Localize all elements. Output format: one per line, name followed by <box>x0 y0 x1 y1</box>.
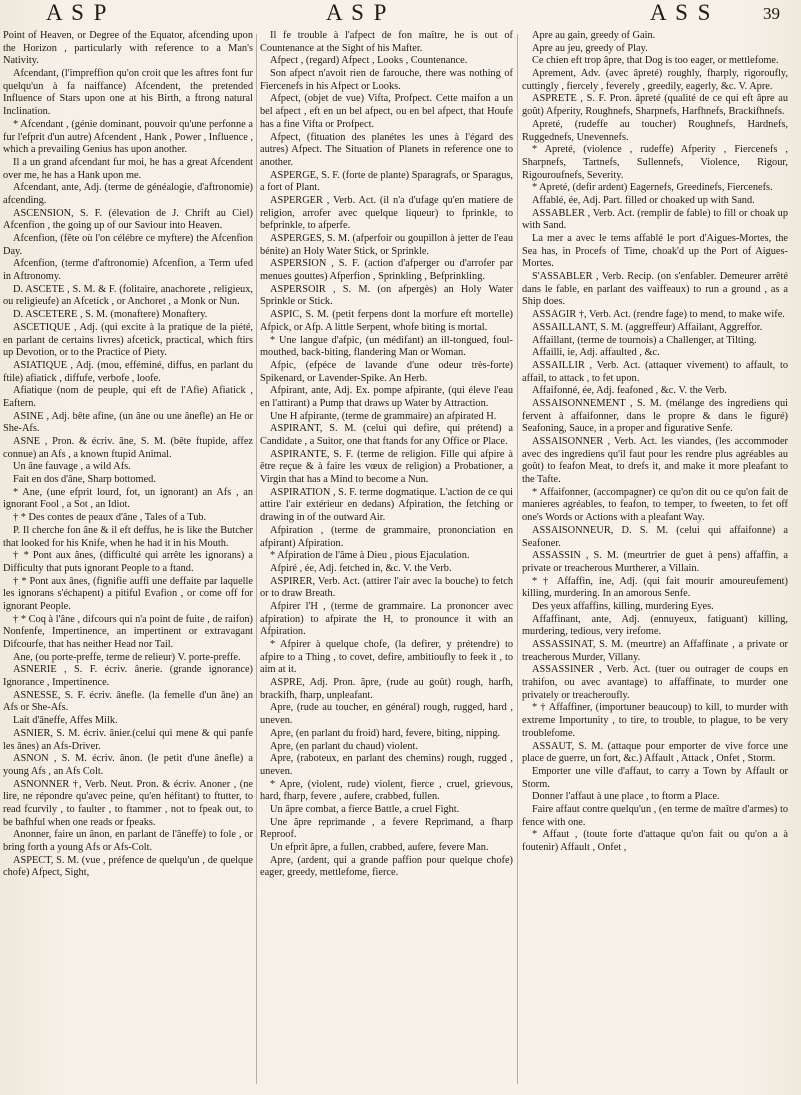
dictionary-entry: † * Des contes de peaux d'âne , Tales of a Tub. <box>13 512 207 524</box>
dictionary-entry: Fait en dos d'âne, Sharp bottomed. <box>13 474 156 486</box>
dictionary-entry: * Apreté, (defir ardent) Eagernefs, Greedinefs, Fiercenefs. <box>532 182 773 194</box>
dictionary-entry: Afpect, (objet de vue) Vifta, Profpect. Cette maifon a un bel afpect , eft en un bel afpect, ou en bel afpect, that Houfe has a fine Vifta or Profpect. <box>260 93 513 130</box>
dictionary-entry: Afpiration , (terme de grammaire, prononciation en afpirant) Afpiration. <box>260 524 513 549</box>
dictionary-entry: ASPIC, S. M. (petit ferpens dont la morfure eft mortelle) Afpick, or Afp. A little Serpent, whofe biting is mortal. <box>260 309 513 333</box>
dictionary-entry: Afpic, (efpéce de lavande d'une odeur très-forte) Spikenard, or Lavender-Spike. An Herb. <box>260 359 513 384</box>
dictionary-entry: Donner l'affaut à une place , to ftorm a Place. <box>532 791 720 803</box>
dictionary-entry: S'ASSABLER , Verb. Recip. (on s'enfabler. Demeurer arrêté dans le fable, en parlant des vaiffeaux) to run a ground , as a Ship does. <box>522 271 788 308</box>
dictionary-entry: † * Coq à l'âne , difcours qui n'a point de fuite , de raifon) Nonfenfe, Impertinence, an impertinent or extravagant Difcourfe, that has neither Head nor Tail. <box>3 613 253 650</box>
dictionary-entry: Une âpre reprimande , a fevere Reprimand, a fharp Reproof. <box>260 816 513 841</box>
dictionary-entry: * Afpiration de l'âme à Dieu , pious Ejaculation. <box>270 550 470 562</box>
dictionary-entry: * Ane, (une efprit lourd, fot, un ignorant) an Afs , an ignorant Fool , a Sot , an Idiot. <box>3 486 253 511</box>
header-right-guideword: A S S <box>650 0 713 25</box>
running-header <box>0 0 801 30</box>
column-3 <box>522 30 788 1090</box>
dictionary-entry: Un efprit âpre, a fullen, crabbed, aufere, fevere Man. <box>270 842 489 853</box>
dictionary-entry: * † Affaffiner, (importuner beaucoup) to kill, to murder with extreme Importunity , to tire, to trouble, to plague, to be very troublefome. <box>522 702 788 739</box>
dictionary-entry: ASPIRATION , S. F. terme dogmatique. L'action de ce qui attire l'air extérieur en dedans) Afpiration, the fetching or drawing in of the outward Air. <box>260 486 513 524</box>
dictionary-entry: Affablé, ée, Adj. Part. filled or choaked up with Sand. <box>532 194 755 206</box>
dictionary-entry: ASPERGES, S. M. (afperfoir ou goupillon à jetter de l'eau bénite) an Holy Water Stick, or Sprinkle. <box>260 233 513 257</box>
dictionary-entry: Lait d'âneffe, Affes Milk. <box>13 715 118 727</box>
dictionary-entry: Aprement, Adv. (avec âpreté) roughly, fharply, rigoroufly, cuttingly , fiercely , feverely , greedily, eagerly, &c. V. Apre. <box>522 68 788 92</box>
dictionary-entry: Un âne fauvage , a wild Afs. <box>13 461 131 473</box>
dictionary-entry: Apreté, (rudeffe au toucher) Roughnefs, Hardnefs, Ruggednefs, Unevennefs. <box>522 118 788 143</box>
dictionary-entry: ASNIER, S. M. écriv. ânier.(celui qui mene & qui panfe les ânes) an Afs-Driver. <box>3 727 253 752</box>
dictionary-entry: ASNON , S. M. écriv. ânon. (le petit d'une ânefle) a young Afs , an Afs Colt. <box>3 753 253 777</box>
dictionary-entry: * Afpirer à quelque chofe, (la defirer, y prétendre) to afpire to a Thing , to covet, defire, ambitioufly to feek it , to aim at it. <box>260 639 513 676</box>
dictionary-entry: Un âpre combat, a fierce Battle, a cruel Fight. <box>270 803 460 815</box>
column-2 <box>260 30 513 1090</box>
dictionary-entry: Afiatique (nom de peuple, qui eft de l'Afie) Afiatick , Eaftern. <box>3 385 253 409</box>
dictionary-entry: ASPRETE , S. F. Pron. âpreté (qualité de ce qui eft âpre au goût) Afperity, Roughnefs, Sharpnefs, Harfhnefs, Brackifhnefs. <box>522 93 788 118</box>
dictionary-entry: ASPIRER, Verb. Act. (attirer l'air avec la bouche) to fetch or to draw Breath. <box>260 575 513 600</box>
dictionary-entry: Apre, (en parlant du chaud) violent. <box>270 740 418 752</box>
dictionary-entry: Faire affaut contre quelqu'un , (en terme de maître d'armes) to fence with one. <box>522 803 788 828</box>
dictionary-entry: Emporter une ville d'affaut, to carry a Town by Affault or Storm. <box>522 765 788 790</box>
dictionary-entry: Afpirer l'H , (terme de grammaire. La prononcer avec afpiration) to afpirate the H, to pronounce it with an Afpiration. <box>260 600 513 638</box>
dictionary-entry: ASSASSINER , Verb. Act. (tuer ou outrager de coups en trahifon, ou avec avantage) to affaffinate, to murder one privately or treacheroufly. <box>522 664 788 701</box>
dictionary-entry: D. ASCETERE , S. M. (monaftere) Monaftery. <box>13 309 208 321</box>
dictionary-entry: P. Il cherche fon âne & il eft deffus, he is like the Butcher that looked for his Knife, when he had it in his Mouth. <box>3 524 253 549</box>
dictionary-entry: Apre, (en parlant du froid) hard, fevere, biting, nipping. <box>270 727 501 739</box>
dictionary-entry: ASSAILLIR , Verb. Act. (attaquer vivement) to affault, to affail, to attack , to fet upon. <box>522 359 788 384</box>
dictionary-entry: Afcendant, (l'impreffion qu'on croit que les aftres font fur quelqu'un à fa naiffance) Afcendent, the pretended Influence of Stars upon one at his Birth, a ftrong natural Inclination. <box>3 68 253 118</box>
dictionary-entry: D. ASCETE , S. M. & F. (folitaire, anachorete , religieux, ou religieufe) an Afcetick , or Anchoret , a Monk or Nun. <box>3 283 253 308</box>
dictionary-entry: Afcenfion, (terme d'aftronomie) Afcenfion, a Term ufed in Aftronomy. <box>3 258 253 283</box>
dictionary-entry: ASSAILLANT, S. M. (aggreffeur) Affailant, Aggreffor. <box>532 321 763 333</box>
dictionary-entry: * Une langue d'afpic, (un médifant) an ill-tongued, foul-mouthed, back-biting, flandering Man or Woman. <box>260 334 513 359</box>
dictionary-entry: Ane, (ou porte-preffe, terme de relieur) V. porte-preffe. <box>13 651 241 663</box>
dictionary-entry: Son afpect n'avoit rien de farouche, there was nothing of Fiercenefs in his Afpect or Looks. <box>260 68 513 92</box>
dictionary-entry: ASIATIQUE , Adj. (mou, efféminé, diffus, en parlant du ftile) afiatick , diffufe, verbofe , loofe. <box>3 359 253 384</box>
dictionary-entry: Ce chien eft trop âpre, that Dog is too eager, or mettlefome. <box>532 55 779 67</box>
dictionary-entry: * Affaut , (toute forte d'attaque qu'on fait ou qu'on a à foutenir) Affault , Onfet , <box>522 829 788 853</box>
dictionary-entry: Affailli, ie, Adj. affaulted , &c. <box>532 347 660 359</box>
dictionary-entry: Afcendant, ante, Adj. (terme de généalogie, d'aftronomie) afcending. <box>3 182 253 206</box>
dictionary-entry: Anonner, faire un ânon, en parlant de l'âneffe) to fole , or bring forth a young Afs or Afs-Colt. <box>3 829 253 853</box>
dictionary-entry: * Affaifonner, (accompagner) ce qu'on dit ou ce qu'on fait de manieres agréables, to feafon, to temper, to fweeten, to fet off one's Words or Actions with a pleafant Way. <box>522 486 788 524</box>
dictionary-entry: Apre au gain, greedy of Gain. <box>532 30 656 41</box>
dictionary-entry: Apre, (ardent, qui a grande paffion pour quelque chofe) eager, greedy, mettlefome, fierce. <box>260 854 513 879</box>
dictionary-entry: Apre au jeu, greedy of Play. <box>532 42 648 54</box>
dictionary-entry: Affaillant, (terme de tournois) a Challenger, at Tilting. <box>532 334 757 346</box>
dictionary-entry: * † Affaffin, ine, Adj. (qui fait mourir amoureufement) killing, murdering. In an amorous Senfe. <box>522 575 788 600</box>
dictionary-entry: ASINE , Adj. bête afine, (un âne ou une ânefle) an He or She-Afs. <box>3 410 253 435</box>
dictionary-entry: ASCETIQUE , Adj. (qui excite à la pratique de la piété, en parlant de certains livres) afcetick, practical, which ftirs up Devotion, or to the Practice of Piety. <box>3 321 253 359</box>
dictionary-entry: ASPECT, S. M. (vue , préfence de quelqu'un , de quelque chofe) Afpect, Sight, <box>3 854 253 879</box>
dictionary-entry: ASSASSINAT, S. M. (meurtre) an Affaffinate , a private or treacherous Murder, Villany. <box>522 639 788 663</box>
dictionary-entry: ASSAUT, S. M. (attaque pour emporter de vive force une place de guerre, un fort, &c.) Affault , Attack , Onfet , Storm. <box>522 740 788 765</box>
dictionary-entry: Il fe trouble à l'afpect de fon maître, he is out of Countenance at the Sight of his Mafter. <box>260 30 513 54</box>
dictionary-entry: ASCENSION, S. F. (élevation de J. Chrift au Ciel) Afcenfion , the going up of our Saviour into Heaven. <box>3 207 253 232</box>
dictionary-entry: Une H afpirante, (terme de grammaire) an afpirated H. <box>270 410 497 422</box>
dictionary-entry: ASNONNER †, Verb. Neut. Pron. & écriv. Anoner , (ne lire, ne répondre qu'avec peine, qu'en héfitant) to ftutter, to read fcurvily , to faulter , to ftammer , not to fpeak out, to be bafhful when one reads or fpeaks. <box>3 778 253 828</box>
dictionary-entry: ASSAISONNER , Verb. Act. les viandes, (les accommoder avec des ingrediens qu'il faut pour les rendre plus agréables au goût) to feafon Meat, to drefs it, and make it more pleafant to the Tafte. <box>522 436 788 486</box>
dictionary-entry: ASSASSIN , S. M. (meurtrier de guet à pens) affaffin, a private or treacherous Murtherer, a Villain. <box>522 550 788 574</box>
header-center-guideword: A S P <box>326 0 389 25</box>
column-1 <box>3 30 253 1090</box>
dictionary-entry: ASPERGE, S. F. (forte de plante) Sparagrafs, or Sparagus, a fort of Plant. <box>260 169 513 194</box>
dictionary-entry: Afpiré , ée, Adj. fetched in, &c. V. the Verb. <box>270 562 452 574</box>
dictionary-entry: ASSAISONNEMENT , S. M. (mélange des ingrediens qui fervent à affaifonner, dans le propre & dans le figuré) Seafoning, Sauce, in a proper and figurative Senfe. <box>522 397 788 435</box>
dictionary-entry: ASSABLER , Verb. Act. (remplir de fable) to fill or choak up with Sand. <box>522 207 788 232</box>
dictionary-entry: Afpect, (fituation des planétes les unes à l'égard des autres) Afpect. The Situation of Planets in reference one to another. <box>260 131 513 168</box>
dictionary-entry: ASSAISONNEUR, D. S. M. (celui qui affaifonne) a Seafoner. <box>522 524 788 549</box>
dictionary-entry: ASPERSION , S. F. (action d'afperger ou d'arrofer par menues gouttes) Afperfion , Sprinkling , Befprinkling. <box>260 258 513 283</box>
dictionary-entry: ASPERGER , Verb. Act. (il n'a d'ufage qu'en matiere de religion, arrofer avec quelque liqueur) to fprinkle, to befprinkle, to afperfe. <box>260 194 513 232</box>
dictionary-entry: Afpect , (regard) Afpect , Looks , Countenance. <box>270 55 468 67</box>
dictionary-entry: ASPRE, Adj. Pron. âpre, (rude au goût) rough, harfh, brackifh, fharp, unpleafant. <box>260 677 513 701</box>
dictionary-entry: ASPIRANT, S. M. (celui qui defire, qui prétend) a Candidate , a Suitor, one that ftands for any Office or Place. <box>260 423 513 447</box>
page-number: 39 <box>763 4 780 23</box>
dictionary-entry: Des yeux affaffins, killing, murdering Eyes. <box>532 600 714 612</box>
dictionary-entry: † * Pont aux ânes, (difficulté qui arrête les ignorans) a Difficulty that puts ignorant People to a ftand. <box>3 550 253 574</box>
dictionary-entry: Apre, (raboteux, en parlant des chemins) rough, rugged , uneven. <box>260 753 513 777</box>
column-divider-right <box>517 34 518 1084</box>
column-divider-left <box>256 34 257 1084</box>
dictionary-entry: La mer a avec le tems affablé le port d'Aigues-Mortes, the Sea has, in Procefs of Time, choak'd up the Port of Aigues-Mortes. <box>522 233 788 270</box>
dictionary-entry: Il a un grand afcendant fur moi, he has a great Afcendent over me, he has a Hank upon me. <box>3 156 253 181</box>
dictionary-entry: ASPIRANTE, S. F. (terme de religion. Fille qui afpire à être reçue & à faire les vœux de religion) a Probationer, a Virgin that has a Mind to become a Nun. <box>260 448 513 486</box>
dictionary-entry: ASNERIE , S. F. écriv. ânerie. (grande ignorance) Ignorance , Impertinence. <box>3 664 253 689</box>
dictionary-entry: * Apre, (violent, rude) violent, fierce , cruel, grievous, hard, fharp, fevere , aufere, crabbed, fullen. <box>260 778 513 803</box>
dictionary-entry: ASSAGIR †, Verb. Act. (rendre fage) to mend, to make wife. <box>532 309 785 321</box>
dictionary-entry: Affaifonné, ée, Adj. feafoned , &c. V. the Verb. <box>532 385 727 397</box>
dictionary-entry: Afcenfion, (fête où l'on célébre ce myftere) the Afcenfion Day. <box>3 233 253 257</box>
dictionary-entry: ASNE , Pron. & écriv. âne, S. M. (bête ftupide, affez connue) an Afs , a known ftupid Animal. <box>3 436 253 460</box>
dictionary-entry: † * Pont aux ânes, (fignifie auffi une deffaite par laquelle les ignorans s'échapent) a pitiful Evafion , or come off for ignorant People. <box>3 575 253 612</box>
dictionary-entry: ASNESSE, S. F. écriv. ânefle. (la femelle d'un âne) an Afs or She-Afs. <box>3 689 253 714</box>
dictionary-entry: * Afcendant , (génie dominant, pouvoir qu'une perfonne a fur l'efprit d'un autre) Afcendent , Hank , Power , Influence , which a prevailing Genius has upon another. <box>3 118 253 156</box>
dictionary-entry: * Apreté, (violence , rudeffe) Afperity , Fiercenefs , Sharpnefs, Tartnefs, Sullennefs, Violence, Rigour, Rigouroufnefs, Severity. <box>522 144 788 181</box>
dictionary-entry: Apre, (rude au toucher, en général) rough, rugged, hard , uneven. <box>260 702 513 727</box>
dictionary-entry: Affaffinant, ante, Adj. (ennuyeux, fatiguant) killing, murdering, tedious, very irefome. <box>522 613 788 638</box>
dictionary-entry: ASPERSOIR , S. M. (on afpergès) an Holy Water Sprinkle or Stick. <box>260 283 513 308</box>
dictionary-entry: Afpirant, ante, Adj. Ex. pompe afpirante, (qui éleve l'eau en l'attirant) a Pump that draws up Water by Attraction. <box>260 385 513 409</box>
dictionary-entry: Point of Heaven, or Degree of the Equator, afcending upon the Horizon , particularly with reference to a Man's Nativity. <box>3 30 253 67</box>
header-left-guideword: A S P <box>46 0 109 25</box>
